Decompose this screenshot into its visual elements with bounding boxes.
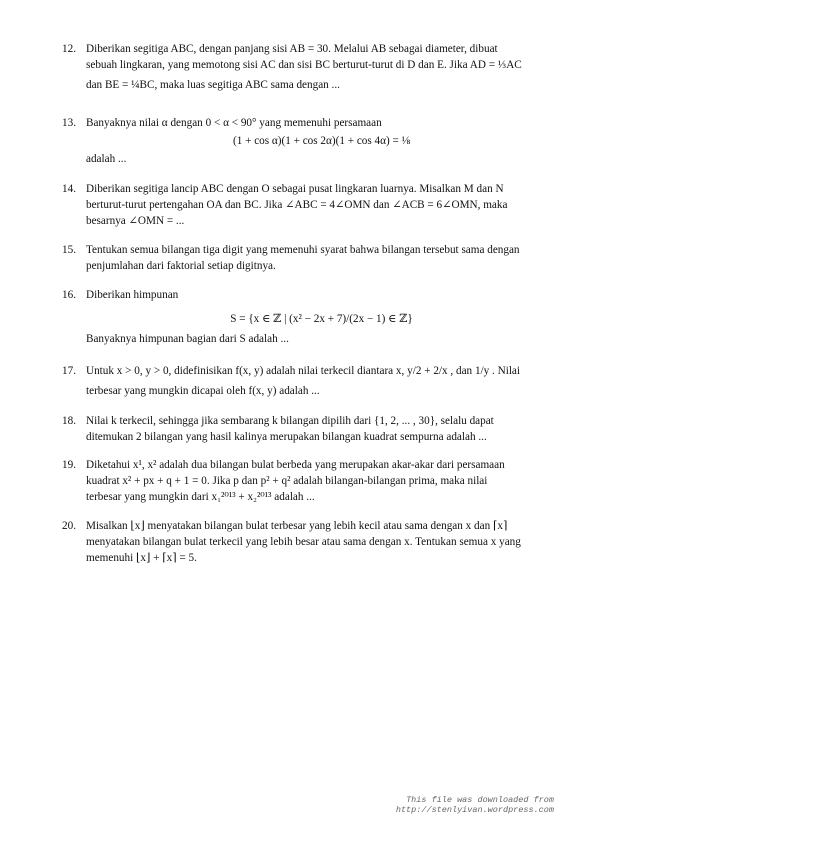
question-text-line: terbesar yang mungkin dari x₁²⁰¹³ + x₂²⁰¹³ adalah ... — [86, 491, 315, 503]
footer-url: http://stenlyivan.wordpress.com — [395, 805, 554, 815]
question-12 — [62, 41, 557, 93]
question-number: 13. — [62, 117, 76, 129]
question-number: 19. — [62, 459, 76, 471]
question-text-line: menyatakan bilangan bulat terkecil yang lebih besar atau sama dengan x. Tentukan semua x yang — [86, 536, 521, 548]
question-13 — [62, 115, 557, 167]
question-text-line: Untuk x > 0, y > 0, didefinisikan f(x, y) adalah nilai terkecil diantara x, y/2 + 2/x , dan 1/y . Nilai — [86, 365, 521, 377]
question-text-line: penjumlahan dari faktorial setiap digitnya. — [86, 260, 276, 272]
question-text-line: Banyaknya himpunan bagian dari S adalah ... — [86, 333, 289, 345]
question-text-line: dan BE = ¼BC, maka luas segitiga ABC sama dengan ... — [86, 79, 340, 91]
set-definition: S = {x ∈ ℤ | (x² − 2x + 7)/(2x − 1) ∈ ℤ} — [230, 313, 413, 325]
question-text-line: Nilai k terkecil, sehingga jika sembarang k bilangan dipilih dari {1, 2, ... , 30}, selalu dapat — [86, 415, 494, 427]
question-number: 12. — [62, 43, 76, 55]
question-16 — [62, 287, 557, 347]
question-18 — [62, 413, 557, 445]
question-number: 20. — [62, 520, 76, 532]
question-text-line: memenuhi ⌊x⌋ + ⌈x⌉ = 5. — [86, 552, 197, 564]
question-text-line: berturut-turut pertengahan OA dan BC. Jika ∠ABC = 4∠OMN dan ∠ACB = 6∠OMN, maka — [86, 199, 508, 211]
question-text-line: Diberikan segitiga ABC, dengan panjang sisi AB = 30. Melalui AB sebagai diameter, dibuat — [86, 43, 498, 55]
question-text-line: terbesar yang mungkin dicapai oleh f(x, y) adalah ... — [86, 385, 320, 397]
footer-line-1: This file was downloaded from — [406, 795, 554, 805]
question-text-line: Banyaknya nilai α dengan 0 < α < 90° yang memenuhi persamaan — [86, 117, 382, 129]
question-text-line: besarnya ∠OMN = ... — [86, 215, 185, 227]
question-number: 17. — [62, 365, 76, 377]
question-text-line: Diberikan segitiga lancip ABC dengan O sebagai pusat lingkaran luarnya. Misalkan M dan N — [86, 183, 504, 195]
equation: (1 + cos α)(1 + cos 2α)(1 + cos 4α) = ⅛ — [232, 135, 411, 147]
download-footer — [396, 795, 554, 815]
question-number: 14. — [62, 183, 76, 195]
question-number: 16. — [62, 289, 76, 301]
question-15 — [62, 242, 557, 274]
question-number: 15. — [62, 244, 76, 256]
question-number: 18. — [62, 415, 76, 427]
question-text-line: sebuah lingkaran, yang memotong sisi AC dan sisi BC berturut-turut di D dan E. Jika AD = ⅓AC — [86, 59, 522, 71]
question-text-line: Diberikan himpunan — [86, 289, 179, 301]
question-text-line: Tentukan semua bilangan tiga digit yang memenuhi syarat bahwa bilangan tersebut sama dengan — [86, 244, 520, 256]
question-text-line: kuadrat x² + px + q + 1 = 0. Jika p dan p² + q² adalah bilangan-bilangan prima, maka nilai — [86, 475, 488, 487]
question-17 — [62, 363, 557, 399]
question-19 — [62, 457, 557, 505]
question-text-line: Misalkan ⌊x⌋ menyatakan bilangan bulat terbesar yang lebih kecil atau sama dengan x dan ⌈x⌉ — [86, 520, 508, 532]
question-text-line: adalah ... — [86, 153, 127, 165]
question-14 — [62, 181, 557, 229]
question-text-line: ditemukan 2 bilangan yang hasil kalinya merupakan bilangan kuadrat sempurna adalah ... — [86, 431, 487, 443]
question-20 — [62, 518, 557, 566]
question-text-line: Diketahui x¹, x² adalah dua bilangan bulat berbeda yang merupakan akar-akar dari persamaan — [86, 459, 505, 471]
